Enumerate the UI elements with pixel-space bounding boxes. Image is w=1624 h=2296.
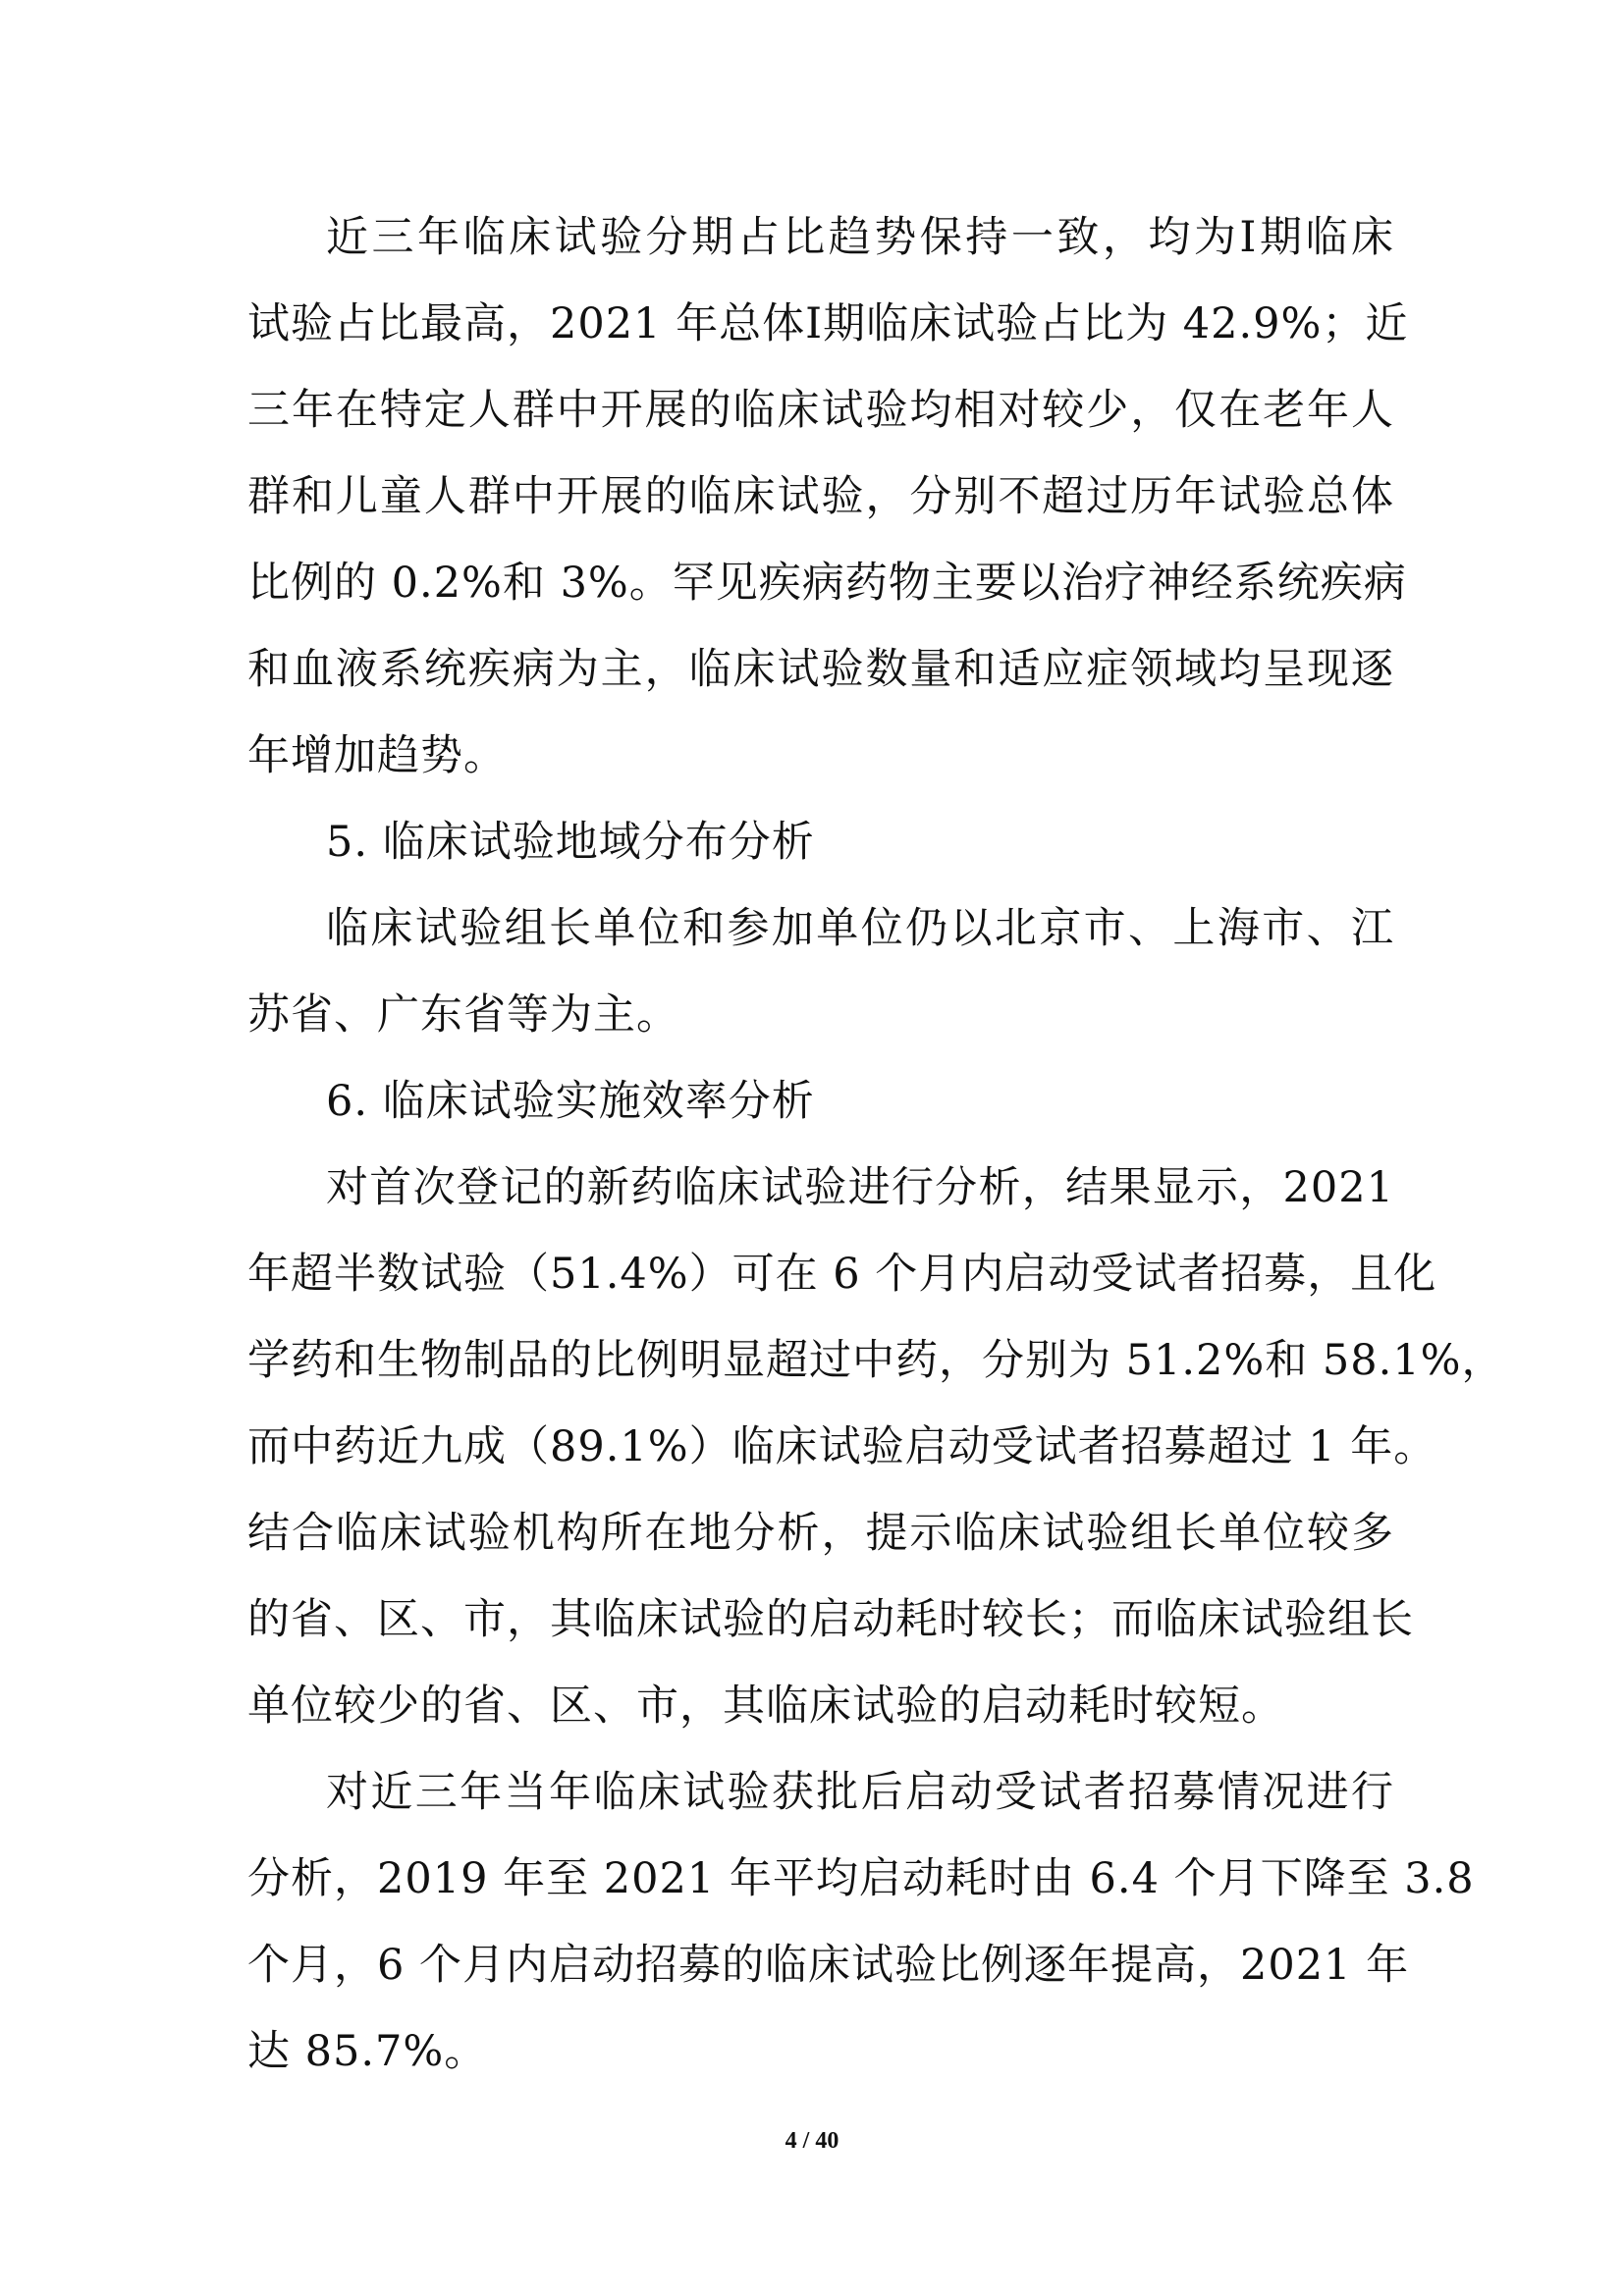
page-number: 4 / 40 xyxy=(785,2128,839,2154)
paragraph-1-line-3: 三年在特定人群中开展的临床试验均相对较少，仅在老年人 xyxy=(247,386,1394,435)
paragraph-1-line-6: 和血液系统疾病为主，临床试验数量和适应症领域均呈现逐 xyxy=(247,645,1394,694)
paragraph-1-line-1: 近三年临床试验分期占比趋势保持一致，均为Ⅰ期临床 xyxy=(326,213,1394,262)
paragraph-3-line-4: 而中药近九成（89.1%）临床试验启动受试者招募超过 1 年。 xyxy=(247,1422,1437,1471)
paragraph-1-line-2: 试验占比最高，2021 年总体Ⅰ期临床试验占比为 42.9%；近 xyxy=(247,299,1409,348)
paragraph-1-line-7: 年增加趋势。 xyxy=(247,731,507,780)
paragraph-1-line-4: 群和儿童人群中开展的临床试验，分别不超过历年试验总体 xyxy=(247,472,1394,521)
section-heading-5: 5. 临床试验地域分布分析 xyxy=(326,818,815,867)
paragraph-2-line-1: 临床试验组长单位和参加单位仍以北京市、上海市、江 xyxy=(326,904,1394,953)
paragraph-3-line-1: 对首次登记的新药临床试验进行分析，结果显示，2021 xyxy=(326,1163,1394,1212)
paragraph-4-line-4: 达 85.7%。 xyxy=(247,2027,488,2076)
paragraph-3-line-3: 学药和生物制品的比例明显超过中药，分别为 51.2%和 58.1%， xyxy=(247,1336,1505,1385)
paragraph-4-line-1: 对近三年当年临床试验获批后启动受试者招募情况进行 xyxy=(326,1768,1394,1817)
paragraph-3-line-6: 的省、区、市，其临床试验的启动耗时较长；而临床试验组长 xyxy=(247,1595,1414,1644)
paragraph-3-line-2: 年超半数试验（51.4%）可在 6 个月内启动受试者招募，且化 xyxy=(247,1250,1437,1299)
paragraph-4-line-3: 个月，6 个月内启动招募的临床试验比例逐年提高，2021 年 xyxy=(247,1941,1410,1990)
paragraph-2-line-2: 苏省、广东省等为主。 xyxy=(247,990,679,1040)
section-heading-6: 6. 临床试验实施效率分析 xyxy=(326,1077,815,1126)
paragraph-4-line-2: 分析，2019 年至 2021 年平均启动耗时由 6.4 个月下降至 3.8 xyxy=(247,1854,1475,1903)
paragraph-3-line-5: 结合临床试验机构所在地分析，提示临床试验组长单位较多 xyxy=(247,1509,1394,1558)
paragraph-3-line-7: 单位较少的省、区、市，其临床试验的启动耗时较短。 xyxy=(247,1682,1284,1731)
paragraph-1-line-5: 比例的 0.2%和 3%。罕见疾病药物主要以治疗神经系统疾病 xyxy=(247,559,1407,608)
